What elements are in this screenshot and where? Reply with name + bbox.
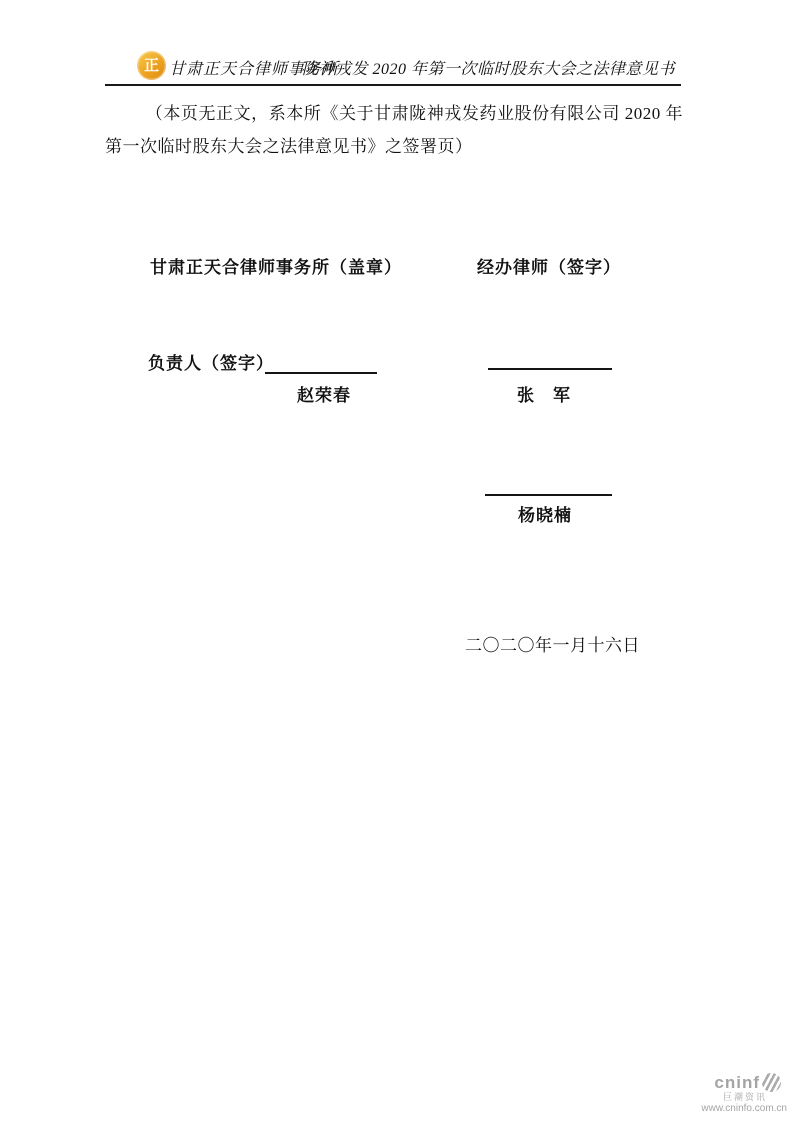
watermark-brand-cn: 巨潮资讯 (722, 1092, 767, 1103)
watermark-url: www.cninfo.com.cn (701, 1102, 787, 1114)
lawyer1-name: 张 军 (517, 386, 571, 405)
header-doc-title: 陇神戎发 2020 年第一次临时股东大会之法律意见书 (301, 61, 675, 78)
body-paragraph: （本页无正文，系本所《关于甘肃陇神戎发药业股份有限公司 2020 年第一次临时股东大会之法律意见书》之签署页） (105, 104, 683, 156)
signature-line-principal (265, 352, 377, 374)
principal-name: 赵荣春 (297, 386, 351, 405)
document-date: 二〇二〇年一月十六日 (465, 636, 640, 655)
signature-line-lawyer1 (488, 348, 612, 370)
principal-label: 负责人（签字） (148, 354, 274, 373)
cninfo-watermark (679, 1073, 789, 1114)
law-firm-logo-icon: 正 (137, 51, 166, 80)
header-firm-name: 甘肃正天合律师事务所 (169, 61, 340, 78)
firm-seal-label: 甘肃正天合律师事务所（盖章） (150, 258, 402, 277)
lawyer2-name: 杨晓楠 (518, 506, 572, 525)
signature-line-lawyer2 (485, 474, 612, 496)
handling-lawyer-label: 经办律师（签字） (477, 258, 621, 277)
watermark-brand: cninf (714, 1072, 760, 1092)
header-rule (105, 84, 681, 86)
watermark-brand-row (679, 1073, 781, 1092)
cninfo-swirl-icon (762, 1073, 781, 1092)
